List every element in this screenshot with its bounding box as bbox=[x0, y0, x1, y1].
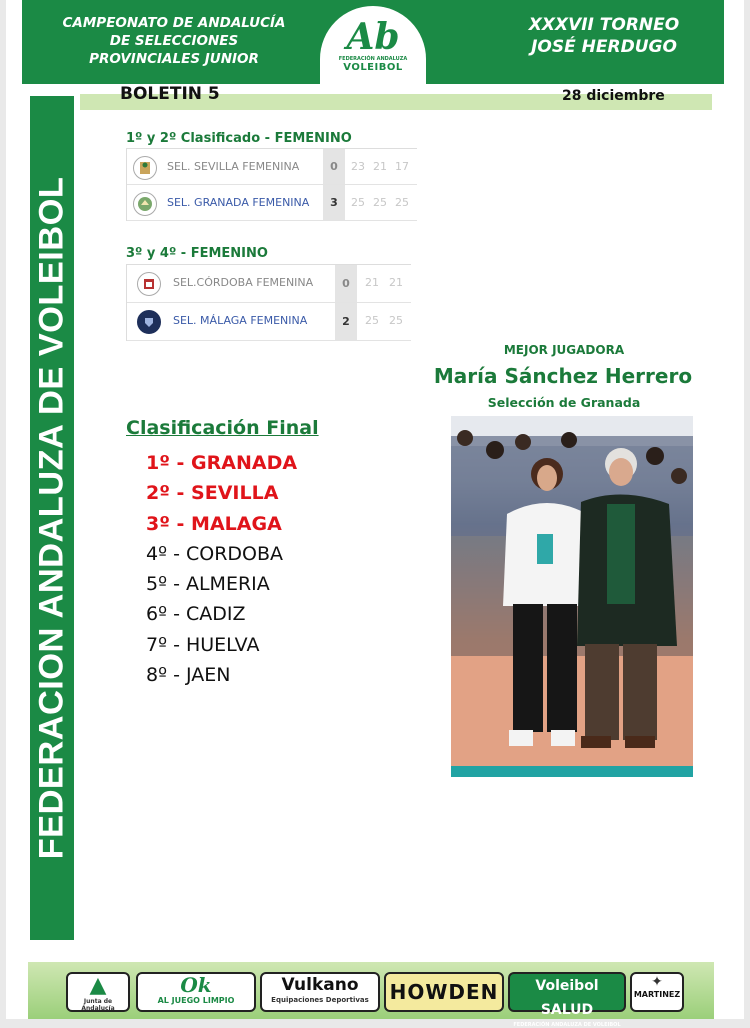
malaga-crest-icon bbox=[137, 310, 161, 334]
ok-logo: Ok bbox=[180, 973, 212, 997]
match-2-title: 3º y 4º - FEMENINO bbox=[126, 246, 268, 261]
sponsor-howden bbox=[384, 972, 504, 1012]
championship-line-1: CAMPEONATO DE ANDALUCÍA bbox=[62, 15, 286, 31]
ok-sub: AL JUEGO LIMPIO bbox=[157, 996, 235, 1005]
voleibol-salud-sub: FEDERACIÓN ANDALUZA DE VOLEIBOL bbox=[513, 1022, 621, 1028]
vulkano-logo: Vulkano bbox=[281, 975, 359, 995]
ranking-item: 5º - ALMERIA bbox=[146, 573, 270, 596]
best-player-label: MEJOR JUGADORA bbox=[503, 343, 625, 357]
set-score: 21 bbox=[373, 160, 387, 173]
granada-crest-icon bbox=[133, 192, 157, 216]
match-2-row-2 bbox=[127, 303, 411, 341]
cordoba-crest-icon bbox=[137, 272, 161, 296]
match-1-scoreboard bbox=[126, 148, 417, 221]
team-score: 3 bbox=[323, 185, 345, 220]
set-score: 17 bbox=[395, 160, 409, 173]
sponsors-bar bbox=[28, 962, 714, 1028]
ranking-item: 2º - SEVILLA bbox=[146, 482, 279, 505]
ranking-item: 6º - CADIZ bbox=[146, 603, 246, 626]
match-1-title: 1º y 2º Clasificado - FEMENINO bbox=[126, 131, 352, 146]
set-score: 21 bbox=[389, 276, 403, 289]
set-score: 25 bbox=[389, 314, 403, 327]
team-score: 0 bbox=[335, 265, 357, 302]
set-score: 25 bbox=[351, 196, 365, 209]
championship-line-2: DE SELECCIONES bbox=[109, 33, 239, 49]
federation-logo bbox=[320, 6, 426, 92]
set-score: 25 bbox=[365, 314, 379, 327]
match-1-row-2 bbox=[127, 185, 417, 221]
match-2-scoreboard bbox=[126, 264, 411, 341]
tournament-line-1: XXXVII TORNEO bbox=[528, 15, 680, 35]
set-score: 21 bbox=[365, 276, 379, 289]
martinez-logo-icon: ✦ bbox=[651, 974, 663, 990]
side-banner-text: FEDERACION ANDALUZA DE VOLEIBOL bbox=[32, 176, 71, 860]
tournament-title bbox=[504, 14, 704, 58]
sponsor-martinez bbox=[630, 972, 684, 1012]
boletin-title: BOLETIN 5 bbox=[120, 84, 220, 104]
team-score: 0 bbox=[323, 149, 345, 184]
team-name: SEL. SEVILLA FEMENINA bbox=[167, 160, 300, 173]
junta-logo-icon: ▲ bbox=[89, 973, 107, 998]
set-score: 25 bbox=[395, 196, 409, 209]
header-banner bbox=[22, 0, 724, 84]
howden-logo: HOWDEN bbox=[389, 980, 499, 1004]
sponsor-voleibol-salud bbox=[508, 972, 626, 1028]
best-player-photo bbox=[451, 416, 693, 777]
voleibol-salud-logo: Voleibol SALUD bbox=[535, 978, 599, 1018]
sponsor-juego-limpio bbox=[136, 972, 256, 1012]
best-player-team: Selección de Granada bbox=[487, 395, 641, 410]
ranking-item: 8º - JAEN bbox=[146, 664, 231, 687]
team-name: SEL. MÁLAGA FEMENINA bbox=[173, 314, 308, 327]
logo-name: VOLEIBOL bbox=[343, 62, 403, 73]
boletin-date: 28 diciembre bbox=[562, 88, 665, 104]
sponsor-junta-andalucia bbox=[66, 972, 130, 1012]
team-name: SEL. GRANADA FEMENINA bbox=[167, 196, 310, 209]
ranking-item: 3º - MALAGA bbox=[146, 512, 282, 535]
best-player-name: María Sánchez Herrero bbox=[433, 364, 693, 388]
sevilla-crest-icon bbox=[133, 156, 157, 180]
vulkano-sub: Equipaciones Deportivas bbox=[271, 996, 369, 1004]
set-score: 23 bbox=[351, 160, 365, 173]
martinez-label: MARTINEZ bbox=[633, 990, 681, 999]
ranking-item: 4º - CORDOBA bbox=[146, 542, 284, 565]
sponsor-junta-label: Junta de Andalucía bbox=[81, 998, 115, 1012]
match-1-row-1 bbox=[127, 149, 417, 185]
ranking-item: 7º - HUELVA bbox=[146, 633, 260, 656]
championship-title bbox=[44, 14, 304, 68]
logo-mark-icon: Ab bbox=[346, 16, 400, 58]
set-score: 25 bbox=[373, 196, 387, 209]
logo-subtitle: FEDERACIÓN ANDALUZA bbox=[338, 56, 408, 62]
final-ranking-list bbox=[146, 448, 297, 690]
championship-line-3: PROVINCIALES JUNIOR bbox=[89, 51, 259, 67]
team-name: SEL.CÓRDOBA FEMENINA bbox=[173, 276, 314, 289]
sponsor-vulkano bbox=[260, 972, 380, 1012]
tournament-line-2: JOSÉ HERDUGO bbox=[531, 37, 677, 57]
final-ranking-title: Clasificación Final bbox=[126, 417, 319, 439]
team-score: 2 bbox=[335, 303, 357, 340]
ranking-item: 1º - GRANADA bbox=[146, 452, 298, 474]
match-2-row-1 bbox=[127, 265, 411, 303]
